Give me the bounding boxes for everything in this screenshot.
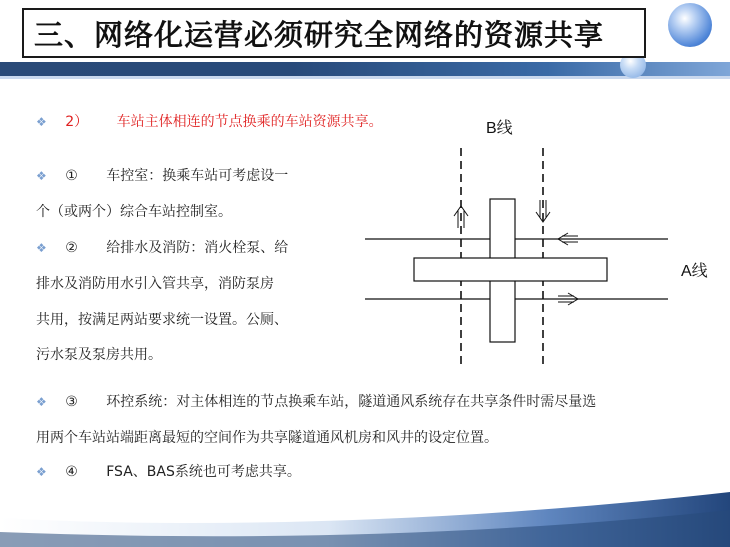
bullet-icon: ❖ (36, 169, 47, 183)
item-circle2-continuation: 共用，按满足两站要求统一设置。公厕、 (36, 312, 288, 328)
bullet-icon: ❖ (36, 115, 47, 129)
item-2-marker: 2） (65, 114, 89, 130)
item-circle1-marker: ① (65, 168, 78, 184)
item-circle2-continuation: 污水泵及泵房共用。 (36, 347, 162, 363)
item-circle4-text: FSA、BAS系统也可考虑共享。 (106, 464, 301, 480)
bullet-icon: ❖ (36, 465, 47, 479)
item-circle3-continuation: 用两个车站站端距离最短的空间作为共享隧道通风机房和风井的设定位置。 (36, 430, 498, 446)
item-circle2-marker: ② (65, 240, 78, 256)
footer-wave-band (0, 470, 730, 547)
item-circle4-marker: ④ (65, 464, 78, 480)
item-circle2-text: 给排水及消防：消火栓泵、给 (106, 240, 289, 256)
item-circle2-continuation: 排水及消防用水引入管共享，消防泵房 (36, 276, 274, 292)
bullet-icon: ❖ (36, 241, 47, 255)
a-line-station-box (414, 258, 607, 281)
item-circle3-marker: ③ (65, 394, 78, 410)
b-line-label: B线 (486, 120, 513, 137)
item-circle3-text: 环控系统：对主体相连的节点换乘车站，隧道通风系统存在共享条件时需尽量选 (106, 394, 597, 410)
item-2-text: 车站主体相连的节点换乘的车站资源共享。 (116, 114, 383, 130)
bullet-icon: ❖ (36, 395, 47, 409)
decorative-orb-large (668, 3, 712, 47)
a-line-label: A线 (681, 263, 708, 280)
item-circle1-continuation: 个（或两个）综合车站控制室。 (36, 204, 232, 220)
item-circle1-text: 车控室：换乘车站可考虑设一 (106, 168, 289, 184)
slide-title: 三、网络化运营必须研究全网络的资源共享 (22, 8, 646, 58)
